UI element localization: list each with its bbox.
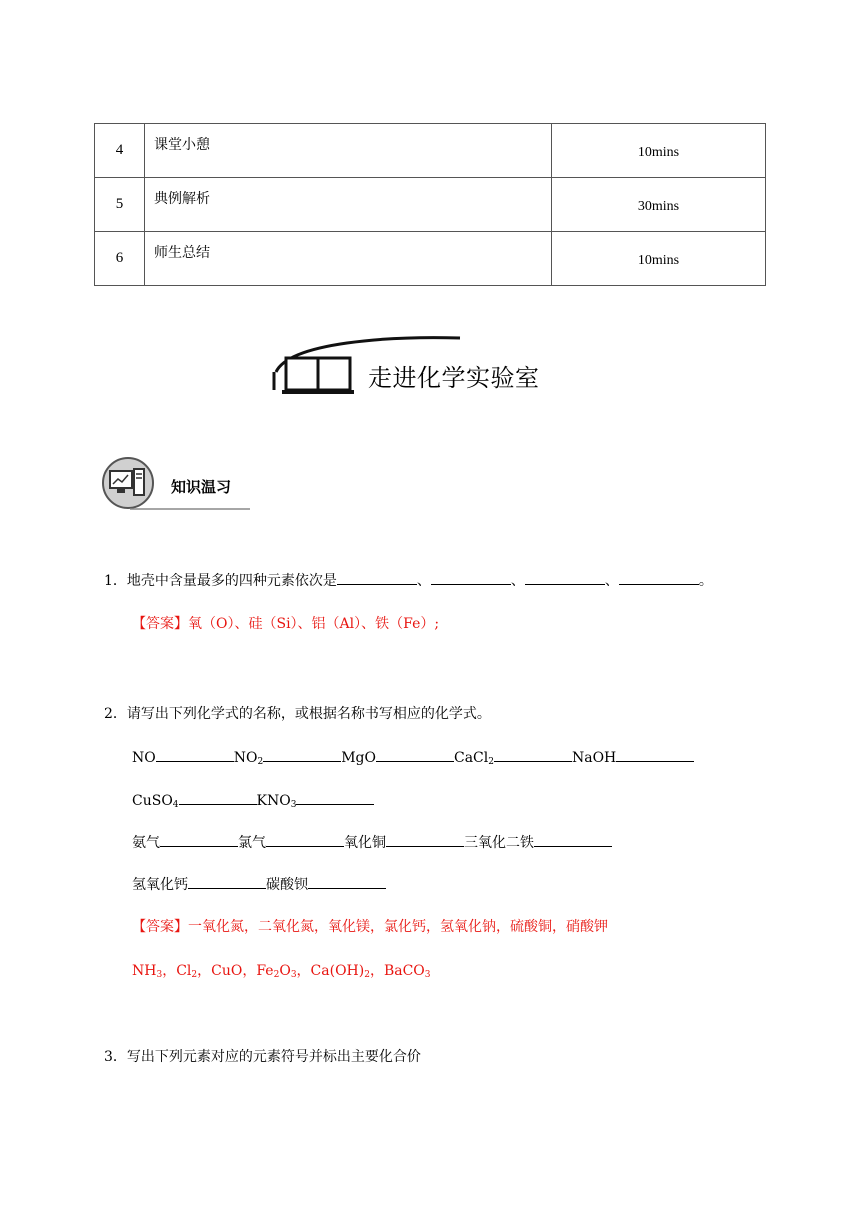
question-1 bbox=[104, 570, 713, 590]
formula-row-2 bbox=[132, 790, 374, 810]
formula: NO bbox=[132, 750, 156, 766]
formula: BaCO bbox=[383, 963, 425, 979]
subsection-title: 知识温习 bbox=[171, 478, 232, 496]
answer-blank[interactable] bbox=[337, 570, 417, 585]
answer-blank[interactable] bbox=[263, 747, 341, 762]
answer-blank[interactable] bbox=[494, 747, 572, 762]
subscript: 2 bbox=[257, 757, 264, 767]
subscript: 2 bbox=[191, 970, 198, 980]
formula: O bbox=[279, 963, 291, 979]
formula-row-1 bbox=[132, 747, 694, 767]
formula: Cl bbox=[176, 963, 192, 979]
separator: ， bbox=[197, 963, 212, 979]
table-row bbox=[95, 124, 766, 178]
compound-name: 氯气 bbox=[238, 835, 266, 851]
compound-name: 氨气 bbox=[132, 835, 160, 851]
formula: Ca(OH) bbox=[310, 963, 365, 979]
question-1-answer: 【答案】氧（O）、硅（Si）、铝（Al）、铁（Fe）; bbox=[132, 616, 440, 632]
separator: ， bbox=[369, 963, 384, 979]
subscript: 3 bbox=[290, 800, 297, 810]
compound-name: 碳酸钡 bbox=[266, 877, 308, 893]
row-activity: 师生总结 bbox=[145, 232, 552, 286]
answer-blank[interactable] bbox=[376, 747, 454, 762]
name-row-1 bbox=[132, 832, 612, 852]
separator: 。 bbox=[698, 573, 713, 589]
answer-blank[interactable] bbox=[156, 747, 234, 762]
compound-name: 三氧化二铁 bbox=[464, 835, 534, 851]
answer-blank[interactable] bbox=[179, 790, 257, 805]
separator: ， bbox=[296, 963, 311, 979]
subscript: 2 bbox=[273, 970, 280, 980]
name-row-2 bbox=[132, 874, 386, 894]
row-duration: 30mins bbox=[552, 178, 766, 232]
formula: Fe bbox=[256, 963, 274, 979]
compound-name: 氢氧化钙 bbox=[132, 877, 188, 893]
question-3-text: 3．写出下列元素对应的元素符号并标出主要化合价 bbox=[104, 1049, 421, 1065]
subscript: 2 bbox=[488, 757, 494, 767]
table-row bbox=[95, 178, 766, 232]
question-1-text: 1．地壳中含量最多的四种元素依次是 bbox=[104, 573, 337, 589]
formula: CuO bbox=[211, 963, 243, 979]
row-number: 5 bbox=[95, 178, 145, 232]
answer-blank[interactable] bbox=[619, 570, 699, 585]
section-title: 走进化学实验室 bbox=[368, 364, 540, 392]
compound-name: 氧化铜 bbox=[344, 835, 386, 851]
answer-blank[interactable] bbox=[525, 570, 605, 585]
table-row bbox=[95, 232, 766, 286]
row-activity: 课堂小憩 bbox=[145, 124, 552, 178]
separator: ， bbox=[162, 963, 177, 979]
row-number: 4 bbox=[95, 124, 145, 178]
formula: CuSO bbox=[132, 793, 173, 809]
subscript: 3 bbox=[424, 970, 431, 980]
separator: 、 bbox=[510, 573, 525, 589]
formula: CaCl bbox=[453, 750, 489, 766]
row-duration: 10mins bbox=[552, 232, 766, 286]
answer-blank[interactable] bbox=[534, 832, 612, 847]
separator: ， bbox=[242, 963, 257, 979]
schedule-table bbox=[94, 123, 766, 286]
row-activity: 典例解析 bbox=[145, 178, 552, 232]
formula: MgO bbox=[341, 750, 376, 766]
row-number: 6 bbox=[95, 232, 145, 286]
answer-blank[interactable] bbox=[386, 832, 464, 847]
answer-blank[interactable] bbox=[296, 790, 374, 805]
answer-blank[interactable] bbox=[616, 747, 694, 762]
answer-blank[interactable] bbox=[160, 832, 238, 847]
formula: NaOH bbox=[571, 750, 617, 766]
row-duration: 10mins bbox=[552, 124, 766, 178]
subscript: 3 bbox=[156, 970, 163, 980]
answer-blank[interactable] bbox=[308, 874, 386, 889]
separator: 、 bbox=[416, 573, 431, 589]
subscript: 3 bbox=[290, 970, 297, 980]
question-2-answer-line-2 bbox=[132, 960, 431, 980]
formula: NH bbox=[132, 963, 157, 979]
formula: KNO bbox=[256, 793, 291, 809]
subscript: 4 bbox=[172, 800, 179, 810]
separator: 、 bbox=[604, 573, 619, 589]
subscript: 2 bbox=[364, 970, 370, 980]
answer-blank[interactable] bbox=[188, 874, 266, 889]
question-2-text: 2．请写出下列化学式的名称，或根据名称书写相应的化学式。 bbox=[104, 706, 491, 722]
answer-blank[interactable] bbox=[266, 832, 344, 847]
answer-blank[interactable] bbox=[431, 570, 511, 585]
question-2-answer-line-1: 【答案】一氧化氮，二氧化氮，氧化镁，氯化钙，氢氧化钠，硫酸铜，硝酸钾 bbox=[132, 919, 608, 935]
formula: NO bbox=[233, 750, 258, 766]
